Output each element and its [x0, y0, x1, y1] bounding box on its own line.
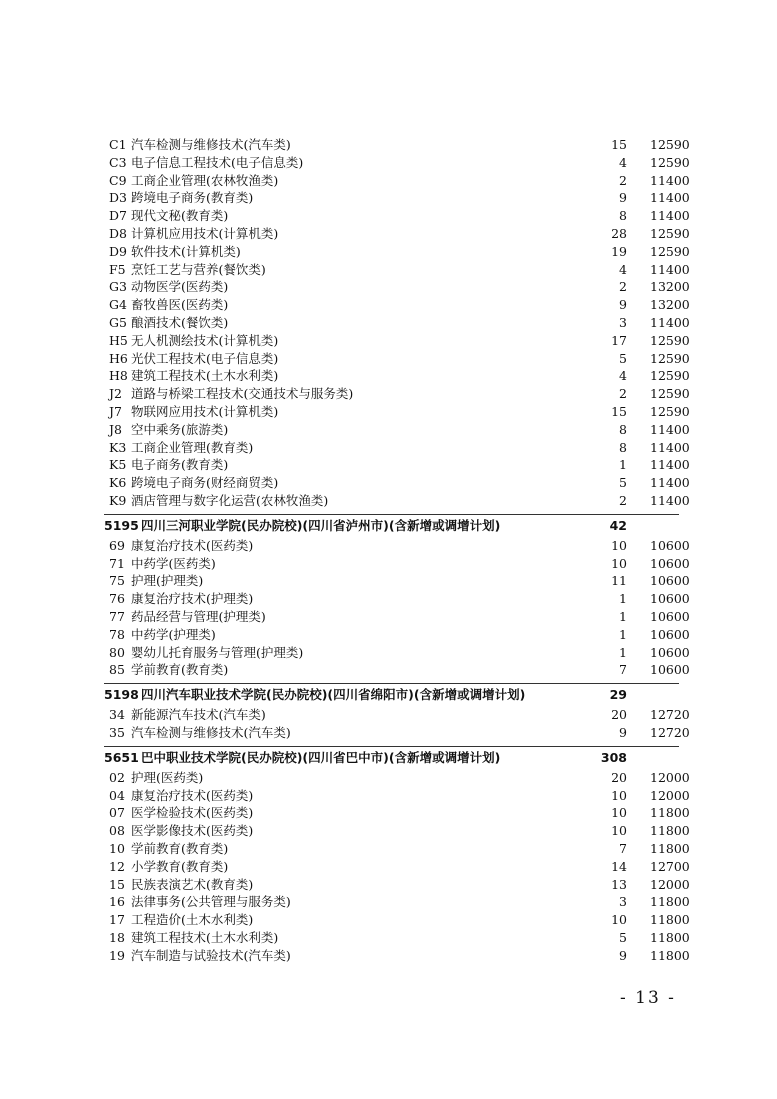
major-row [0, 724, 777, 742]
major-row [0, 537, 777, 555]
tuition-fee: 10600 [650, 609, 690, 624]
major-name: 民族表演艺术(教育类) [131, 876, 254, 892]
plan-count: 2 [619, 172, 627, 188]
major-code: 04 [109, 787, 125, 803]
plan-count: 9 [619, 947, 627, 963]
major-row [0, 367, 777, 385]
tuition-fee: 11400 [650, 172, 690, 188]
plan-count: 10 [611, 912, 627, 928]
tuition-fee: 12700 [650, 858, 690, 874]
major-row [0, 858, 777, 876]
major-name: 计算机应用技术(计算机类) [131, 226, 279, 241]
tuition-fee: 10600 [650, 591, 690, 607]
major-code: G4 [109, 297, 127, 313]
tuition-fee: 12590 [650, 350, 690, 366]
plan-count: 5 [619, 475, 627, 491]
major-row [0, 626, 777, 644]
plan-count: 15 [611, 137, 627, 152]
plan-count: 1 [619, 644, 627, 660]
major-name: 建筑工程技术(土木水利类) [131, 930, 279, 945]
tuition-fee: 12590 [650, 154, 690, 170]
major-code: 10 [109, 841, 125, 856]
institution-name: 四川三河职业学院(民办院校)(四川省泸州市)(含新增或调增计划) [141, 517, 501, 533]
major-name: 汽车检测与维修技术(汽车类) [131, 725, 291, 740]
tuition-fee: 11400 [650, 315, 690, 330]
major-name: 工商企业管理(农林牧渔类) [131, 172, 279, 188]
major-name: 汽车检测与维修技术(汽车类) [131, 137, 291, 152]
tuition-fee: 12590 [650, 404, 690, 419]
major-name: 医学检验技术(医药类) [131, 805, 254, 821]
plan-count: 15 [611, 404, 627, 419]
plan-count: 28 [611, 226, 627, 241]
institution-code: 5198 [104, 687, 139, 703]
plan-count: 20 [611, 769, 627, 785]
plan-count: 1 [619, 626, 627, 642]
major-row [0, 278, 777, 296]
major-name: 小学教育(教育类) [131, 858, 229, 874]
tuition-fee: 11400 [650, 493, 690, 508]
major-row [0, 840, 777, 858]
major-row [0, 661, 777, 679]
major-code: C3 [109, 154, 127, 170]
major-code: 12 [109, 858, 125, 874]
major-code: 08 [109, 823, 125, 839]
major-code: C1 [109, 137, 127, 152]
institution-code: 5195 [104, 517, 139, 533]
institution-divider [104, 746, 679, 747]
tuition-fee: 12720 [650, 707, 690, 723]
major-code: 07 [109, 805, 125, 821]
major-code: 85 [109, 662, 125, 678]
tuition-fee: 13200 [650, 297, 690, 313]
major-name: 跨境电子商务(财经商贸类) [131, 475, 279, 491]
tuition-fee: 11400 [650, 475, 690, 491]
tuition-fee: 12590 [650, 386, 690, 402]
plan-count: 2 [619, 279, 627, 295]
plan-count: 13 [611, 876, 627, 892]
plan-count: 5 [619, 930, 627, 945]
major-name: 建筑工程技术(土木水利类) [131, 368, 279, 384]
institution-total: 29 [609, 687, 627, 703]
plan-count: 14 [611, 858, 627, 874]
major-name: 电子商务(教育类) [131, 457, 229, 473]
major-row [0, 590, 777, 608]
major-row [0, 911, 777, 929]
major-code: 18 [109, 930, 125, 945]
major-row [0, 492, 777, 510]
major-code: 78 [109, 626, 125, 642]
tuition-fee: 12590 [650, 332, 690, 348]
tuition-fee: 11400 [650, 261, 690, 277]
major-row [0, 154, 777, 172]
tuition-fee: 13200 [650, 279, 690, 295]
plan-count: 10 [611, 787, 627, 803]
tuition-fee: 12590 [650, 226, 690, 241]
plan-count: 9 [619, 190, 627, 206]
major-code: G3 [109, 279, 127, 295]
plan-count: 19 [611, 243, 627, 259]
major-code: D3 [109, 190, 127, 206]
major-code: J7 [109, 404, 122, 419]
major-row [0, 261, 777, 279]
major-name: 工商企业管理(教育类) [131, 439, 254, 455]
plan-count: 20 [611, 707, 627, 723]
plan-count: 11 [611, 573, 627, 589]
major-row [0, 947, 777, 965]
major-code: 35 [109, 725, 125, 740]
tuition-fee: 10600 [650, 644, 690, 660]
major-name: 工程造价(土木水利类) [131, 912, 254, 928]
major-row [0, 876, 777, 894]
major-name: 学前教育(教育类) [131, 841, 229, 856]
tuition-fee: 11800 [650, 912, 690, 928]
institution-header [0, 516, 777, 536]
tuition-fee: 12590 [650, 368, 690, 384]
major-code: 02 [109, 769, 125, 785]
major-name: 酿酒技术(餐饮类) [131, 315, 229, 330]
major-code: G5 [109, 315, 127, 330]
institution-total: 42 [609, 517, 627, 533]
major-code: 80 [109, 644, 125, 660]
major-code: 15 [109, 876, 125, 892]
major-name: 现代文秘(教育类) [131, 208, 229, 224]
major-code: 69 [109, 537, 125, 553]
institution-header [0, 748, 777, 768]
tuition-fee: 10600 [650, 626, 690, 642]
plan-count: 3 [619, 315, 627, 330]
major-code: H8 [109, 368, 128, 384]
plan-count: 8 [619, 439, 627, 455]
major-name: 医学影像技术(医药类) [131, 823, 254, 839]
institution-name: 四川汽车职业技术学院(民办院校)(四川省绵阳市)(含新增或调增计划) [141, 687, 526, 703]
major-row [0, 787, 777, 805]
tuition-fee: 11800 [650, 841, 690, 856]
tuition-fee: 11400 [650, 208, 690, 224]
tuition-fee: 10600 [650, 555, 690, 571]
major-name: 法律事务(公共管理与服务类) [131, 894, 291, 910]
plan-count: 10 [611, 805, 627, 821]
major-code: 75 [109, 573, 125, 589]
major-row [0, 403, 777, 421]
major-row [0, 572, 777, 590]
plan-count: 4 [619, 154, 627, 170]
major-name: 道路与桥梁工程技术(交通技术与服务类) [131, 386, 354, 402]
major-code: K3 [109, 439, 127, 455]
tuition-fee: 11400 [650, 421, 690, 437]
plan-count: 4 [619, 368, 627, 384]
institution-total: 308 [600, 749, 627, 765]
major-name: 跨境电子商务(教育类) [131, 190, 254, 206]
plan-count: 7 [619, 662, 627, 678]
plan-count: 2 [619, 386, 627, 402]
tuition-fee: 10600 [650, 537, 690, 553]
major-name: 婴幼儿托育服务与管理(护理类) [131, 644, 304, 660]
major-code: J8 [109, 421, 122, 437]
tuition-fee: 12590 [650, 137, 690, 152]
major-code: H5 [109, 332, 128, 348]
major-row [0, 608, 777, 626]
tuition-fee: 11400 [650, 457, 690, 473]
major-row [0, 332, 777, 350]
tuition-fee: 11800 [650, 805, 690, 821]
major-name: 光伏工程技术(电子信息类) [131, 350, 279, 366]
major-row [0, 243, 777, 261]
tuition-fee: 11800 [650, 930, 690, 945]
major-row [0, 439, 777, 457]
major-name: 中药学(医药类) [131, 555, 216, 571]
plan-count: 10 [611, 823, 627, 839]
major-name: 动物医学(医药类) [131, 279, 229, 295]
plan-count: 1 [619, 591, 627, 607]
major-code: 19 [109, 947, 125, 963]
plan-count: 1 [619, 457, 627, 473]
major-code: K9 [109, 493, 127, 508]
major-row [0, 893, 777, 911]
major-code: C9 [109, 172, 127, 188]
major-code: 71 [109, 555, 125, 571]
major-code: 34 [109, 707, 125, 723]
major-row [0, 207, 777, 225]
major-row [0, 172, 777, 190]
tuition-fee: 11400 [650, 439, 690, 455]
major-name: 学前教育(教育类) [131, 662, 229, 678]
major-code: K5 [109, 457, 127, 473]
major-row [0, 314, 777, 332]
major-row [0, 929, 777, 947]
tuition-fee: 12000 [650, 876, 690, 892]
plan-count: 8 [619, 421, 627, 437]
major-name: 电子信息工程技术(电子信息类) [131, 154, 304, 170]
major-code: 16 [109, 894, 125, 910]
plan-count: 10 [611, 555, 627, 571]
major-row [0, 644, 777, 662]
institution-divider [104, 683, 679, 684]
major-name: 无人机测绘技术(计算机类) [131, 332, 279, 348]
page-number: - 13 - [620, 988, 676, 1008]
tuition-fee: 12000 [650, 787, 690, 803]
major-name: 护理(护理类) [131, 573, 204, 589]
major-code: J2 [109, 386, 122, 402]
major-code: F5 [109, 261, 126, 277]
tuition-fee: 10600 [650, 573, 690, 589]
plan-count: 5 [619, 350, 627, 366]
major-name: 中药学(护理类) [131, 626, 216, 642]
tuition-fee: 10600 [650, 662, 690, 678]
major-code: K6 [109, 475, 127, 491]
plan-count: 3 [619, 894, 627, 910]
major-name: 康复治疗技术(医药类) [131, 537, 254, 553]
major-row [0, 350, 777, 368]
major-name: 新能源汽车技术(汽车类) [131, 707, 266, 723]
major-name: 康复治疗技术(护理类) [131, 591, 254, 607]
major-name: 汽车制造与试验技术(汽车类) [131, 947, 291, 963]
major-code: D9 [109, 243, 127, 259]
tuition-fee: 11800 [650, 823, 690, 839]
tuition-fee: 11800 [650, 894, 690, 910]
tuition-fee: 12590 [650, 243, 690, 259]
institution-header [0, 685, 777, 705]
major-code: D7 [109, 208, 127, 224]
major-row [0, 385, 777, 403]
major-code: 77 [109, 609, 125, 624]
major-row [0, 189, 777, 207]
major-row [0, 474, 777, 492]
plan-count: 4 [619, 261, 627, 277]
major-row [0, 822, 777, 840]
major-row [0, 296, 777, 314]
plan-count: 1 [619, 609, 627, 624]
major-row [0, 421, 777, 439]
plan-count: 8 [619, 208, 627, 224]
major-name: 空中乘务(旅游类) [131, 421, 229, 437]
major-row [0, 706, 777, 724]
major-row [0, 804, 777, 822]
plan-count: 7 [619, 841, 627, 856]
tuition-fee: 12720 [650, 725, 690, 740]
major-code: 17 [109, 912, 125, 928]
institution-code: 5651 [104, 749, 139, 765]
major-name: 康复治疗技术(医药类) [131, 787, 254, 803]
major-code: 76 [109, 591, 125, 607]
major-name: 烹饪工艺与营养(餐饮类) [131, 261, 266, 277]
major-name: 物联网应用技术(计算机类) [131, 404, 279, 419]
tuition-fee: 12000 [650, 769, 690, 785]
institution-divider [104, 514, 679, 515]
major-name: 药品经营与管理(护理类) [131, 609, 266, 624]
plan-count: 9 [619, 297, 627, 313]
major-row [0, 555, 777, 573]
major-name: 护理(医药类) [131, 769, 204, 785]
plan-count: 10 [611, 537, 627, 553]
plan-count: 2 [619, 493, 627, 508]
major-name: 畜牧兽医(医药类) [131, 297, 229, 313]
tuition-fee: 11400 [650, 190, 690, 206]
major-name: 酒店管理与数字化运营(农林牧渔类) [131, 493, 329, 508]
major-name: 软件技术(计算机类) [131, 243, 241, 259]
tuition-fee: 11800 [650, 947, 690, 963]
major-row [0, 769, 777, 787]
major-row [0, 225, 777, 243]
major-code: H6 [109, 350, 128, 366]
plan-count: 17 [611, 332, 627, 348]
major-row [0, 136, 777, 154]
plan-count: 9 [619, 725, 627, 740]
major-code: D8 [109, 226, 127, 241]
institution-name: 巴中职业技术学院(民办院校)(四川省巴中市)(含新增或调增计划) [141, 749, 501, 765]
major-row [0, 456, 777, 474]
